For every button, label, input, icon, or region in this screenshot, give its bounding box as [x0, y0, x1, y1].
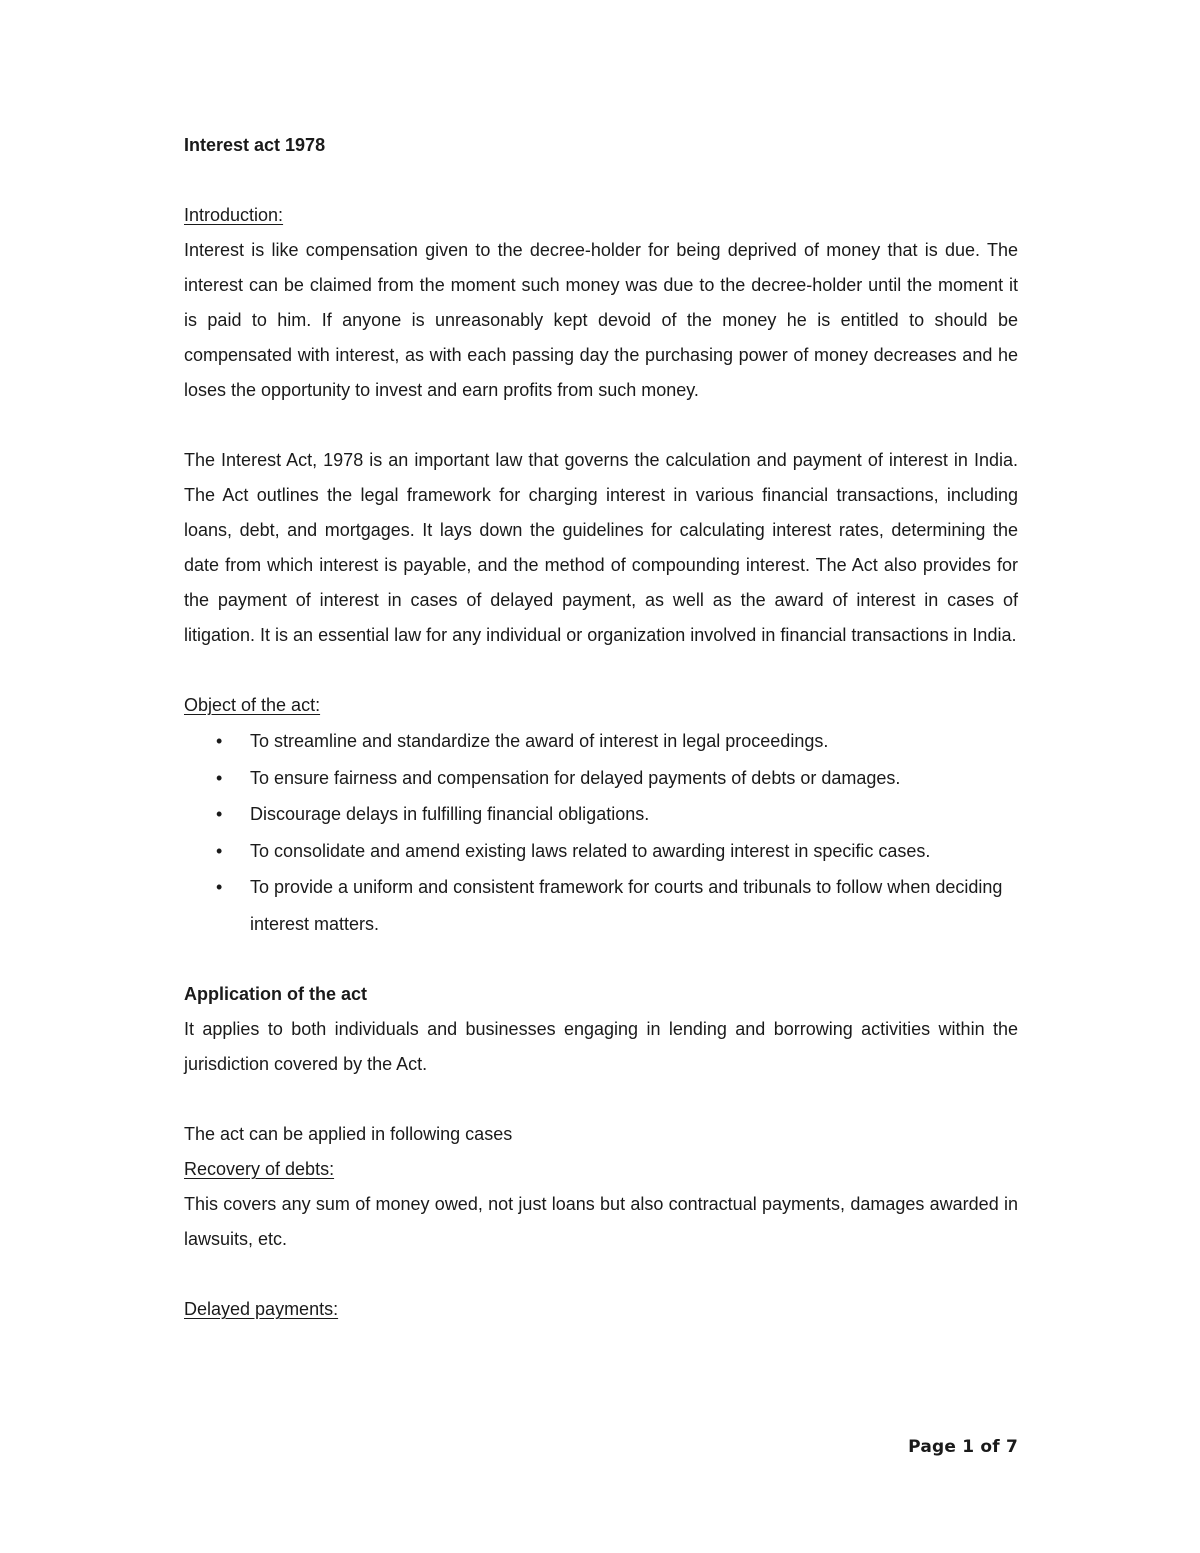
bullet-icon: • [216, 767, 223, 788]
document-page [184, 128, 1018, 1327]
introduction-paragraph-2: The Interest Act, 1978 is an important law that governs the calculation and payment of interest in India. The Act outlines the legal framework for charging interest in various financial transactions, including loans, debt, and mortgages. It lays down the guidelines for calculating interest rates, determining the date from which interest is payable, and the method of compounding interest. The Act also provides for the payment of interest in cases of delayed payment, as well as the award of interest in cases of litigation. It is an essential law for any individual or organization involved in financial transactions in India. [184, 450, 1018, 645]
bullet-icon: • [216, 804, 223, 824]
recovery-text: This covers any sum of money owed, not just loans but also contractual payments, damages awarded in lawsuits, etc. [184, 1194, 1018, 1249]
list-item-text: To consolidate and amend existing laws related to awarding interest in specific cases. [250, 840, 931, 861]
object-heading: Object of the act: [184, 695, 321, 715]
application-paragraph: It applies to both individuals and businesses engaging in lending and borrowing activities within the jurisdiction covered by the Act. [184, 1019, 1018, 1074]
recovery-heading: Recovery of debts: [184, 1159, 335, 1179]
application-cases-intro: The act can be applied in following cases [184, 1124, 513, 1144]
introduction-paragraph-1: Interest is like compensation given to the decree-holder for being deprived of money that is due. The interest can be claimed from the moment such money was due to the decree-holder until the moment it is paid to him. If anyone is unreasonably kept devoid of the money he is entitled to should be compensated with interest, as with each passing day the purchasing power of money decreases and he loses the opportunity to invest and earn profits from such money. [184, 240, 1018, 400]
page-number: Page 1 of 7 [908, 1437, 1018, 1457]
list-item [184, 723, 1018, 760]
application-heading: Application of the act [184, 984, 368, 1004]
spacer [184, 1082, 1018, 1117]
object-list [184, 723, 1018, 942]
list-item-text: Discourage delays in fulfilling financial obligations. [250, 804, 650, 824]
bullet-icon: • [216, 877, 223, 897]
list-item-text: To streamline and standardize the award of interest in legal proceedings. [250, 731, 829, 751]
spacer [184, 942, 1018, 977]
list-item [184, 869, 1018, 942]
bullet-icon: • [216, 731, 223, 751]
spacer [184, 163, 1018, 198]
list-item-text: To ensure fairness and compensation for delayed payments of debts or damages. [250, 767, 901, 788]
spacer [184, 1257, 1018, 1292]
list-item [184, 796, 1018, 833]
bullet-icon: • [216, 840, 223, 861]
delayed-heading: Delayed payments: [184, 1299, 339, 1319]
introduction-heading: Introduction: [184, 205, 284, 225]
spacer [184, 408, 1018, 443]
list-item [184, 833, 1018, 870]
document-title: Interest act 1978 [184, 135, 326, 155]
list-item [184, 760, 1018, 797]
spacer [184, 653, 1018, 688]
list-item-text: To provide a uniform and consistent framework for courts and tribunals to follow when deciding interest matters. [250, 877, 1003, 934]
